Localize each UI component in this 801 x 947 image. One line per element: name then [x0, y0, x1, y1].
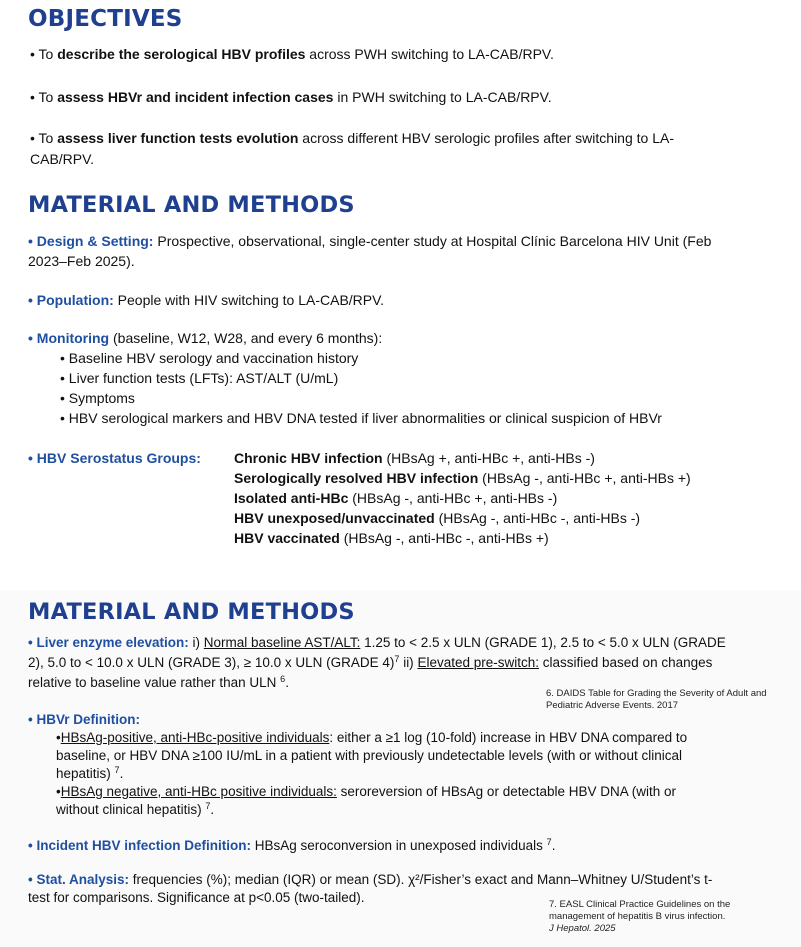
design-setting: • Design & Setting: Prospective, observational, single-center study at Hospital Clínic Barcelona HIV Unit (Feb [28, 233, 712, 249]
liver-enzyme-elevation: • Liver enzyme elevation: i) Normal baseline AST/ALT: 1.25 to < 2.5 x ULN (GRADE 1), 2.5 to < 5.0 x ULN (GRADE [28, 635, 726, 650]
hbvr-definition-1-cont: baseline, or HBV DNA ≥100 IU/mL in a patient with previously undetectable levels (with or without clinical [56, 748, 682, 763]
monitoring: • Monitoring (baseline, W12, W28, and every 6 months): [28, 330, 383, 346]
serostatus-group: Chronic HBV infection (HBsAg +, anti-HBc +, anti-HBs -) [234, 450, 595, 466]
hbvr-definition-2-cont: without clinical hepatitis) $^7$. [56, 801, 215, 817]
hbvr-definition-1-cont2: hepatitis) $^7$. [56, 765, 124, 781]
serostatus-group: Serologically resolved HBV infection (HBsAg -, anti-HBc +, anti-HBs +) [234, 470, 691, 486]
serostatus-group: HBV vaccinated (HBsAg -, anti-HBc -, anti-HBs +) [234, 530, 549, 546]
liver-enzyme-elevation-cont: 2), 5.0 to < 10.0 x ULN (GRADE 3), ≥ 10.0 x ULN (GRADE 4)$^7$ ii) Elevated pre-switch: classified based on changes [28, 654, 713, 670]
objective-item-3: • To assess liver function tests evolution across different HBV serologic profiles after switching to LA- [30, 130, 674, 146]
serostatus-groups-label: • HBV Serostatus Groups: [28, 450, 201, 466]
incident-infection-definition: • Incident HBV infection Definition: HBsAg seroconversion in unexposed individuals $^7$. [28, 837, 556, 853]
population: • Population: People with HIV switching to LA-CAB/RPV. [28, 292, 385, 308]
monitoring-item: • Symptoms [60, 390, 135, 406]
reference-6: 6. DAIDS Table for Grading the Severity of Adult and Pediatric Adverse Events. 2017 [546, 688, 767, 711]
monitoring-item: • Liver function tests (LFTs): AST/ALT (U/mL) [60, 370, 339, 386]
objectives-heading: OBJECTIVES [28, 6, 183, 32]
hbvr-definition-2: •HBsAg negative, anti-HBc positive individuals: seroreversion of HBsAg or detectable HBV DNA (with or [56, 784, 677, 799]
methods-heading-1: MATERIAL AND METHODS [28, 192, 355, 218]
objective-item-2: • To assess HBVr and incident infection cases in PWH switching to LA-CAB/RPV. [30, 89, 552, 105]
serostatus-group: Isolated anti-HBc (HBsAg -, anti-HBc +, anti-HBs -) [234, 490, 558, 506]
objective-item-3-cont: CAB/RPV. [30, 151, 95, 167]
objective-item-1: • To describe the serological HBV profiles across PWH switching to LA-CAB/RPV. [30, 46, 554, 62]
monitoring-item: • HBV serological markers and HBV DNA tested if liver abnormalities or clinical suspicion of HBVr [60, 410, 662, 426]
methods-heading-2: MATERIAL AND METHODS [28, 599, 355, 625]
reference-7: 7. EASL Clinical Practice Guidelines on the management of hepatitis B virus infection. J Hepatol. 2025 [549, 899, 731, 934]
design-setting-cont: 2023–Feb 2025). [28, 253, 135, 269]
monitoring-item: • Baseline HBV serology and vaccination history [60, 350, 359, 366]
hbvr-definition-1: •HBsAg-positive, anti-HBc-positive individuals: either a ≥1 log (10-fold) increase in HBV DNA compared to [56, 730, 688, 745]
liver-enzyme-elevation-cont2: relative to baseline value rather than ULN $^6$. [28, 674, 289, 690]
hbvr-definition-label: • HBVr Definition: [28, 712, 140, 727]
stat-analysis: • Stat. Analysis: frequencies (%); median (IQR) or mean (SD). χ²/Fisher’s exact and Mann–Whitney U/Student’s t- [28, 872, 713, 887]
stat-analysis-cont: test for comparisons. Significance at p<0.05 (two-tailed). [28, 890, 365, 905]
serostatus-group: HBV unexposed/unvaccinated (HBsAg -, anti-HBc -, anti-HBs -) [234, 510, 641, 526]
